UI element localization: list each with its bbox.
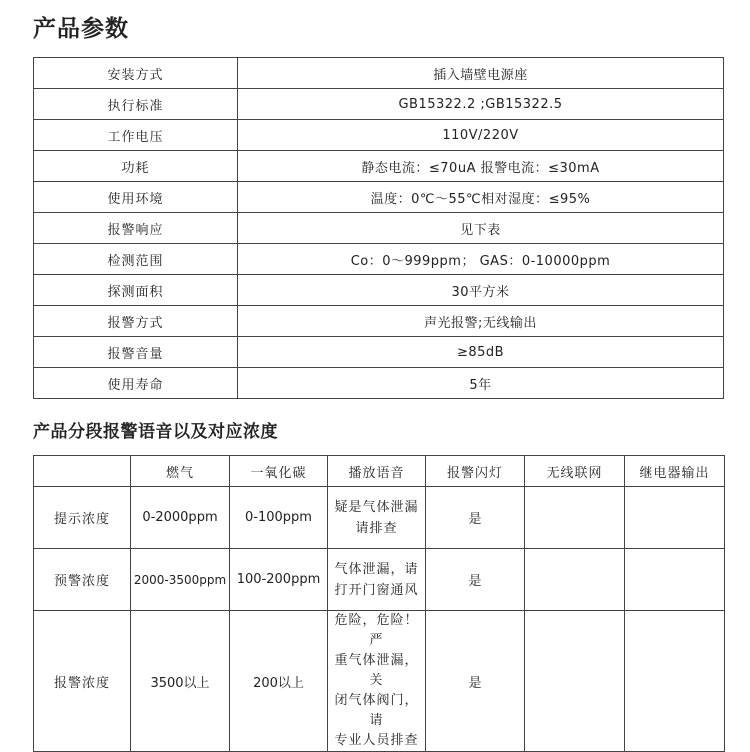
gas-concentration: 0-2000ppm: [131, 487, 230, 549]
table-row: [34, 275, 724, 306]
section-title-product-params: 产品参数: [33, 16, 129, 42]
param-label: 使用寿命: [34, 368, 238, 399]
param-value: 5年: [238, 368, 724, 399]
param-value: 声光报警;无线输出: [238, 306, 724, 337]
table-row: [34, 213, 724, 244]
column-header-wireless: 无线联网: [525, 456, 625, 487]
flash-light: 是: [426, 611, 525, 752]
table-header-row: [34, 456, 725, 487]
product-params-table: [33, 57, 724, 399]
table-row: [34, 549, 725, 611]
table-row: [34, 89, 724, 120]
alarm-levels-table: [33, 455, 725, 752]
table-row: [34, 337, 724, 368]
flash-light: 是: [426, 487, 525, 549]
table-row: [34, 58, 724, 89]
table-row: [34, 487, 725, 549]
param-value: 110V/220V: [238, 120, 724, 151]
wireless-network: [525, 487, 625, 549]
param-label: 报警音量: [34, 337, 238, 368]
table-row: [34, 244, 724, 275]
co-concentration: 100-200ppm: [230, 549, 328, 611]
column-header-relay: 继电器输出: [625, 456, 725, 487]
section-title-alarm-levels: 产品分段报警语音以及对应浓度: [33, 422, 278, 442]
voice-message: [328, 549, 426, 611]
gas-concentration: 2000-3500ppm: [131, 549, 230, 611]
table-row: [34, 151, 724, 182]
voice-line: 气体泄漏，请: [334, 561, 419, 577]
voice-line: 危险，危险！严: [334, 613, 419, 648]
param-value: 静态电流：≤70uA 报警电流：≤30mA: [238, 151, 724, 182]
voice-line: 专业人员排查: [334, 733, 419, 748]
param-value: Co：0～999ppm； GAS：0-10000ppm: [238, 244, 724, 275]
voice-line: 打开门窗通风: [334, 582, 419, 598]
param-label: 执行标准: [34, 89, 238, 120]
param-label: 报警响应: [34, 213, 238, 244]
param-value: 见下表: [238, 213, 724, 244]
co-concentration: 0-100ppm: [230, 487, 328, 549]
column-header-co: 一氧化碳: [230, 456, 328, 487]
param-label: 使用环境: [34, 182, 238, 213]
relay-output: [625, 549, 725, 611]
param-value: GB15322.2 ;GB15322.5: [238, 89, 724, 120]
table-row: [34, 611, 725, 752]
column-header-voice: 播放语音: [328, 456, 426, 487]
column-header-flash: 报警闪灯: [426, 456, 525, 487]
table-row: [34, 182, 724, 213]
row-label: 预警浓度: [34, 549, 131, 611]
param-label: 探测面积: [34, 275, 238, 306]
param-value: ≥85dB: [238, 337, 724, 368]
relay-output: [625, 611, 725, 752]
co-concentration: 200以上: [230, 611, 328, 752]
param-label: 工作电压: [34, 120, 238, 151]
param-value: 30平方米: [238, 275, 724, 306]
param-label: 功耗: [34, 151, 238, 182]
param-value: 插入墙壁电源座: [238, 58, 724, 89]
voice-line: 重气体泄漏，关: [334, 653, 419, 688]
param-label: 安装方式: [34, 58, 238, 89]
param-label: 检测范围: [34, 244, 238, 275]
wireless-network: [525, 611, 625, 752]
param-value: 温度：0℃～55℃相对湿度：≤95%: [238, 182, 724, 213]
wireless-network: [525, 549, 625, 611]
voice-line: 疑是气体泄漏: [334, 499, 419, 515]
table-row: [34, 306, 724, 337]
table-row: [34, 120, 724, 151]
gas-concentration: 3500以上: [131, 611, 230, 752]
voice-line: 请排查: [355, 520, 398, 536]
row-label: 报警浓度: [34, 611, 131, 752]
relay-output: [625, 487, 725, 549]
table-row: [34, 368, 724, 399]
row-label: 提示浓度: [34, 487, 131, 549]
voice-message: [328, 487, 426, 549]
param-label: 报警方式: [34, 306, 238, 337]
column-header-empty: [34, 456, 131, 487]
watermark: [370, 688, 720, 704]
column-header-gas: 燃气: [131, 456, 230, 487]
flash-light: 是: [426, 549, 525, 611]
voice-line: 闭气体阀门，请: [334, 693, 419, 728]
voice-message: [328, 611, 426, 752]
